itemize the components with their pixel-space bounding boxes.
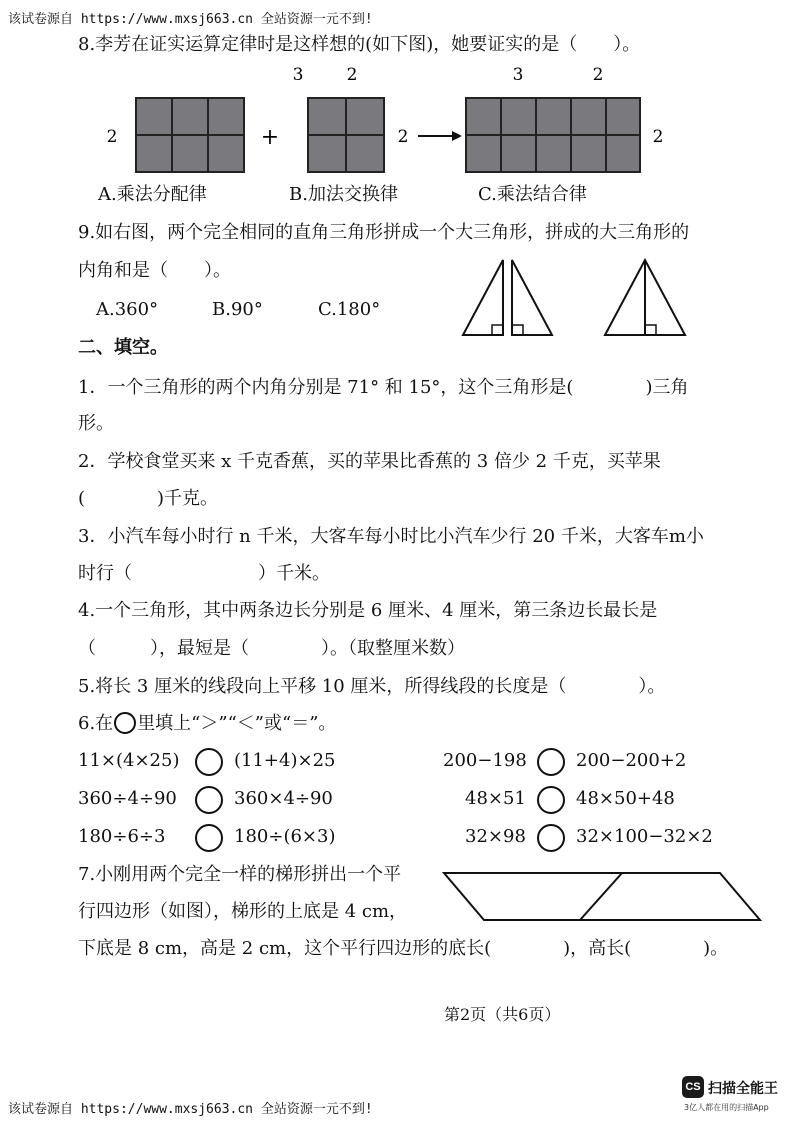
fill-q1-line1: 1．一个三角形的两个内角分别是 71° 和 15°，这个三角形是( )三角 (78, 377, 689, 398)
q6-row1-right2: 200−200+2 (576, 750, 687, 771)
q9-option-a: A.360° (96, 299, 159, 320)
q8-option-a: A.乘法分配律 (98, 184, 207, 205)
parallelogram-figure (440, 865, 770, 925)
q8-option-b: B.加法交换律 (289, 184, 398, 205)
fill-q7-line2: 行四边形（如图），梯形的上底是 4 cm， (78, 901, 408, 922)
page-number: 第2页（共6页） (444, 1005, 561, 1024)
fill-q2-line2: ( )千克。 (78, 488, 219, 509)
fill-q7-line3: 下底是 8 cm，高是 2 cm，这个平行四边形的底长( )，高长( )。 (78, 938, 729, 959)
fill-q3-line2: 时行（ ）千米。 (78, 563, 330, 584)
fill-q3-line1: 3．小汽车每小时行 n 千米，大客车每小时比小汽车少行 20 千米，大客车m小 (78, 526, 704, 547)
section-2-title: 二、填空。 (78, 337, 168, 358)
fill-q4-line1: 4.一个三角形，其中两条边长分别是 6 厘米、4 厘米，第三条边长最长是 (78, 600, 658, 621)
scanner-tagline: 3亿人都在用的扫描App (684, 1103, 769, 1112)
watermark-top: 该试卷源自 https://www.mxsj663.cn 全站资源一元不到! (8, 12, 373, 27)
fill-q5: 5.将长 3 厘米的线段向上平移 10 厘米，所得线段的长度是（ ）。 (78, 676, 666, 697)
fill-q7-line1: 7.小刚用两个完全一样的梯形拼出一个平 (78, 864, 402, 885)
q9-option-c: C.180° (318, 299, 381, 320)
q6-prefix: 6.在 (78, 713, 114, 734)
q6-row2-left: 360÷4÷90 (78, 788, 177, 809)
camscanner-logo-icon: CS (682, 1076, 704, 1098)
circle-icon (114, 712, 136, 734)
q9-option-b: B.90° (212, 299, 263, 320)
g2-top-label: 2 (346, 65, 358, 85)
plus-sign: + (260, 125, 280, 150)
q6-row2-right2: 48×50+48 (576, 788, 675, 809)
q9-line1: 9.如右图，两个完全相同的直角三角形拼成一个大三角形，拼成的大三角形的 (78, 222, 690, 243)
scanner-name: 扫描全能王 (708, 1081, 778, 1097)
q6-row3-left: 180÷6÷3 (78, 826, 166, 847)
compare-circle-2[interactable] (537, 748, 565, 776)
compare-circle-3[interactable] (195, 786, 223, 814)
q6-row1-right: (11+4)×25 (234, 750, 336, 771)
fill-q1-line2: 形。 (78, 413, 114, 434)
g3-side-label: 2 (652, 127, 664, 147)
compare-circle-5[interactable] (195, 824, 223, 852)
g1-top-label: 3 (292, 65, 304, 85)
q6-suffix: 里填上“＞”“＜”或“＝”。 (137, 713, 337, 734)
q8-option-c: C.乘法结合律 (478, 184, 587, 205)
q6-row3-left2: 32×98 (465, 826, 526, 847)
g3-top-right-label: 2 (592, 65, 604, 85)
watermark-bottom: 该试卷源自 https://www.mxsj663.cn 全站资源一元不到! (8, 1102, 373, 1117)
q6-row1-left2: 200−198 (443, 750, 527, 771)
q9-triangles-figure (455, 255, 705, 340)
g3-top-left-label: 3 (512, 65, 524, 85)
q9-line2: 内角和是（ ）。 (78, 260, 231, 281)
g2-side-label: 2 (397, 127, 409, 147)
q8-figure (100, 60, 680, 190)
q6-row3-right: 180÷(6×3) (234, 826, 336, 847)
compare-circle-6[interactable] (537, 824, 565, 852)
q6-row2-left2: 48×51 (465, 788, 526, 809)
q6-row2-right: 360×4÷90 (234, 788, 333, 809)
fill-q4-line2: （ ），最短是（ ）。（取整厘米数） (78, 638, 465, 659)
q6-row1-left: 11×(4×25) (78, 750, 180, 771)
q8-text: 8.李芳在证实运算定律时是这样想的(如下图)，她要证实的是（ ）。 (78, 34, 641, 55)
compare-circle-4[interactable] (537, 786, 565, 814)
compare-circle-1[interactable] (195, 748, 223, 776)
q6-row3-right2: 32×100−32×2 (576, 826, 713, 847)
fill-q2-line1: 2．学校食堂买来 x 千克香蕉，买的苹果比香蕉的 3 倍少 2 千克，买苹果 (78, 451, 661, 472)
g1-side-label: 2 (106, 127, 118, 147)
fill-q6-instruction (78, 712, 336, 735)
